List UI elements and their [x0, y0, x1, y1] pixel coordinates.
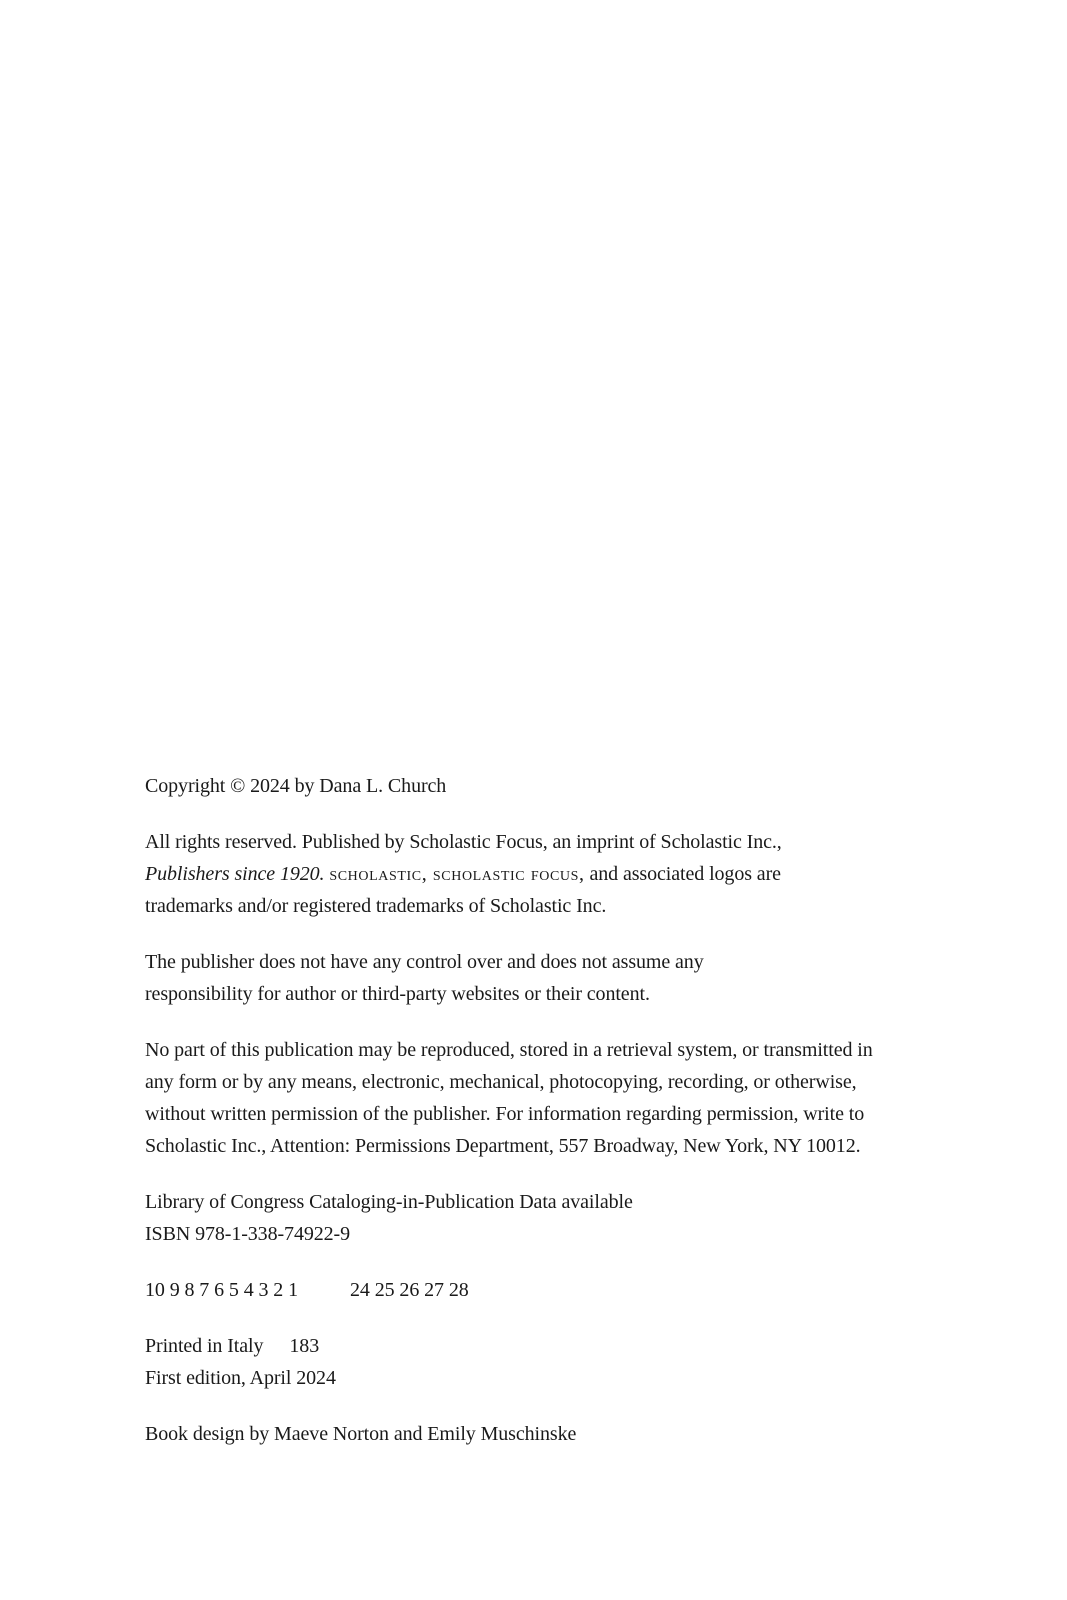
printed-paragraph	[145, 1330, 925, 1394]
cip-line: Library of Congress Cataloging-in-Publication Data available	[145, 1191, 633, 1213]
rights-line-2-rest: and associated logos are	[589, 863, 781, 885]
reproduction-line-4: Scholastic Inc., Attention: Permissions Department, 557 Broadway, New York, NY 10012.	[145, 1135, 861, 1157]
disclaimer-line-1: The publisher does not have any control over and does not assume any	[145, 951, 704, 973]
design-credit-line: Book design by Maeve Norton and Emily Muschinske	[145, 1423, 577, 1445]
rights-line-3: trademarks and/or registered trademarks of Scholastic Inc.	[145, 895, 607, 917]
publishers-since: Publishers since 1920.	[145, 863, 325, 885]
disclaimer-line-2: responsibility for author or third-party websites or their content.	[145, 983, 650, 1005]
copyright-line: Copyright © 2024 by Dana L. Church	[145, 775, 447, 797]
catalog-paragraph	[145, 1186, 925, 1250]
rights-line-1: All rights reserved. Published by Scholastic Focus, an imprint of Scholastic Inc.,	[145, 831, 782, 853]
reproduction-line-3: without written permission of the publisher. For information regarding permission, write to	[145, 1103, 865, 1125]
isbn-line: ISBN 978-1-338-74922-9	[145, 1223, 351, 1245]
rights-paragraph	[145, 826, 925, 922]
printed-in-line	[145, 1330, 925, 1362]
disclaimer-paragraph	[145, 946, 925, 1010]
edition-line: First edition, April 2024	[145, 1367, 336, 1389]
printing-line	[145, 1274, 925, 1306]
printer-code: 183	[289, 1335, 320, 1357]
reproduction-line-2: any form or by any means, electronic, mechanical, photocopying, recording, or otherwise,	[145, 1071, 857, 1093]
printing-line-paragraph	[145, 1274, 925, 1306]
rights-line-2	[145, 858, 925, 890]
reproduction-line-1: No part of this publication may be reproduced, stored in a retrieval system, or transmitted in	[145, 1039, 873, 1061]
copyright-notice	[145, 770, 925, 802]
reproduction-paragraph	[145, 1034, 925, 1162]
design-credit-paragraph	[145, 1418, 925, 1450]
printed-country: Printed in Italy	[145, 1335, 264, 1357]
impression-numbers: 10 9 8 7 6 5 4 3 2 1	[145, 1279, 299, 1301]
year-numbers: 24 25 26 27 28	[350, 1279, 469, 1301]
trademark-names: scholastic, scholastic focus,	[329, 863, 585, 885]
copyright-text-block	[145, 770, 925, 1474]
